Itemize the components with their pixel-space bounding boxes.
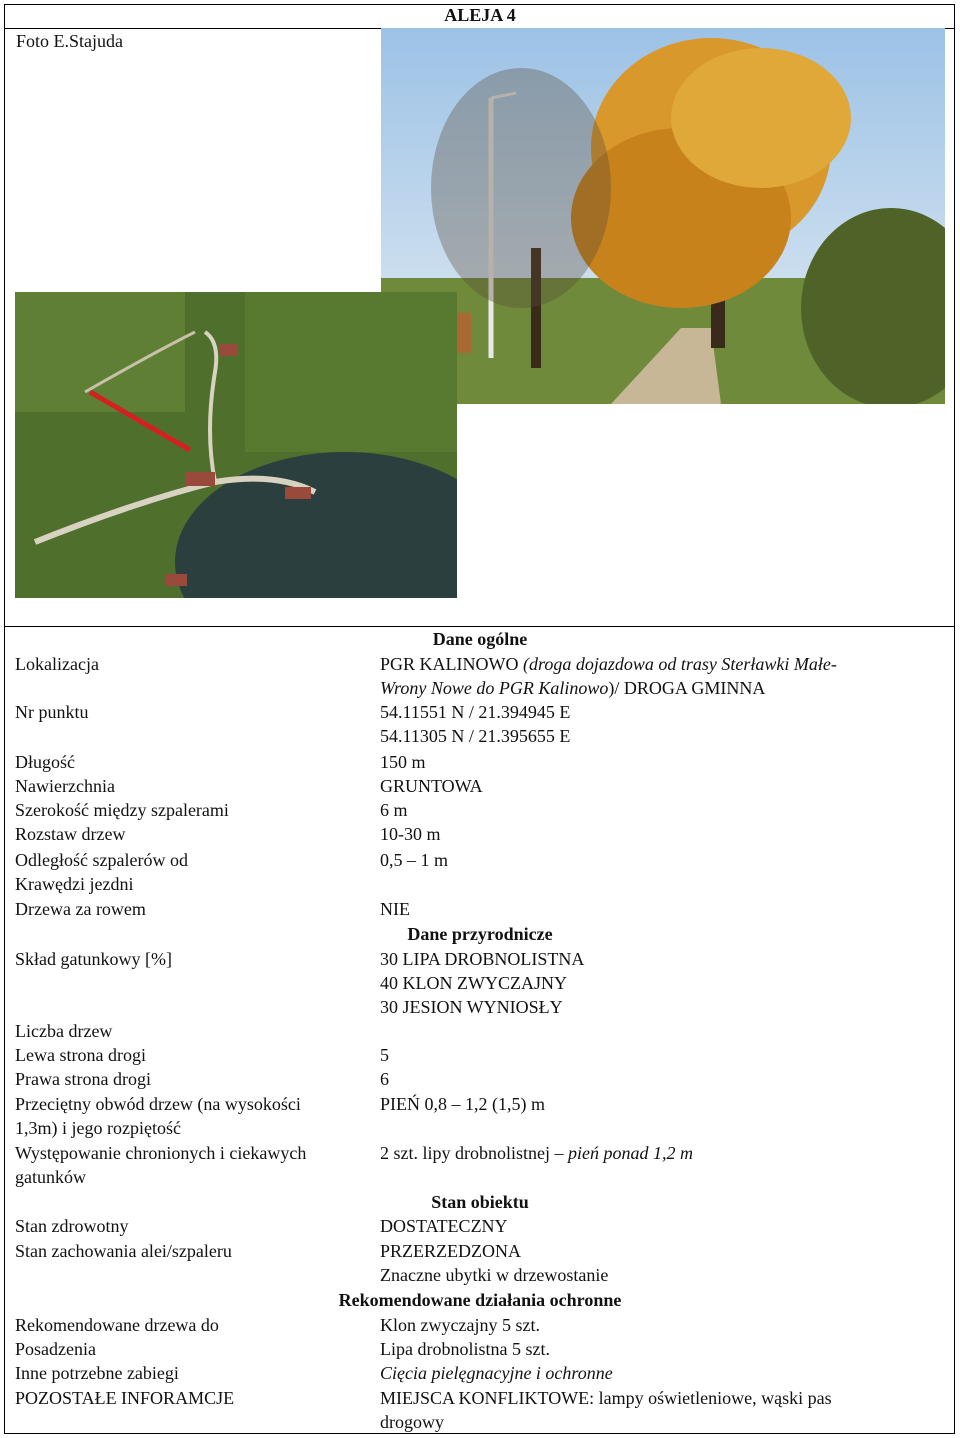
prawa-strona-label: Prawa strona drogi <box>15 1069 151 1089</box>
chronione-label-1: Występowanie chronionych i ciekawych <box>15 1143 307 1163</box>
obwod-label-2: 1,3m) i jego rozpiętość <box>15 1118 181 1138</box>
sklad-value-2: 40 KLON ZWYCZAJNY <box>380 973 567 993</box>
rozstaw-label: Rozstaw drzew <box>15 824 126 844</box>
lokalizacja-value: PGR KALINOWO (droga dojazdowa od trasy Sterławki Małe- <box>380 654 837 674</box>
stan-zachowania-label: Stan zachowania alei/szpaleru <box>15 1241 232 1261</box>
nr-punktu-label: Nr punktu <box>15 702 89 722</box>
photo-credit: Foto E.Stajuda <box>16 31 123 51</box>
sklad-label: Skład gatunkowy [%] <box>15 949 172 969</box>
pozostale-label: POZOSTAŁE INFORAMCJE <box>15 1388 235 1408</box>
page-title: ALEJA 4 <box>444 5 516 25</box>
obwod-value: PIEŃ 0,8 – 1,2 (1,5) m <box>380 1094 545 1114</box>
prawa-strona-value: 6 <box>380 1069 389 1089</box>
lokalizacja-label: Lokalizacja <box>15 654 99 674</box>
obwod-label-1: Przeciętny obwód drzew (na wysokości <box>15 1094 301 1114</box>
rekomendowane-drzewa-label-1: Rekomendowane drzewa do <box>15 1315 219 1335</box>
nawierzchnia-value: GRUNTOWA <box>380 776 483 796</box>
stan-zdrowotny-label: Stan zdrowotny <box>15 1216 129 1236</box>
aerial-map <box>15 292 457 598</box>
chronione-label-2: gatunków <box>15 1167 86 1187</box>
odleglosc-label-1: Odległość szpalerów od <box>15 850 188 870</box>
rozstaw-value: 10-30 m <box>380 824 441 844</box>
za-rowem-label: Drzewa za rowem <box>15 899 146 919</box>
lewa-strona-value: 5 <box>380 1045 389 1065</box>
chronione-value: 2 szt. lipy drobnolistnej – pień ponad 1,2 m <box>380 1143 693 1163</box>
pozostale-value-2: drogowy <box>380 1412 444 1432</box>
odleglosc-label-2: Krawędzi jezdni <box>15 874 134 894</box>
szerokosc-value: 6 m <box>380 800 408 820</box>
stan-zdrowotny-value: DOSTATECZNY <box>380 1216 508 1236</box>
rekomendowane-drzewa-label-2: Posadzenia <box>15 1339 96 1359</box>
dlugosc-label: Długość <box>15 752 75 772</box>
rekomendowane-drzewa-value-1: Klon zwyczajny 5 szt. <box>380 1315 540 1335</box>
stan-zachowania-value-2: Znaczne ubytki w drzewostanie <box>380 1265 609 1285</box>
za-rowem-value: NIE <box>380 899 410 919</box>
section-recommendations: Rekomendowane działania ochronne <box>338 1290 622 1310</box>
lokalizacja-value-cont: Wrony Nowe do PGR Kalinowo)/ DROGA GMINNA <box>380 678 766 698</box>
nr-punktu-value-2: 54.11305 N / 21.395655 E <box>380 726 571 746</box>
nr-punktu-value-1: 54.11551 N / 21.394945 E <box>380 702 571 722</box>
section-nature: Dane przyrodnicze <box>407 924 553 944</box>
section-general: Dane ogólne <box>432 629 528 649</box>
zabiegi-value: Cięcia pielęgnacyjne i ochronne <box>380 1363 613 1383</box>
stan-zachowania-value-1: PRZERZEDZONA <box>380 1241 521 1261</box>
odleglosc-value: 0,5 – 1 m <box>380 850 449 870</box>
szerokosc-label: Szerokość między szpalerami <box>15 800 229 820</box>
lewa-strona-label: Lewa strona drogi <box>15 1045 146 1065</box>
section-condition: Stan obiektu <box>431 1192 529 1212</box>
nawierzchnia-label: Nawierzchnia <box>15 776 115 796</box>
zabiegi-label: Inne potrzebne zabiegi <box>15 1363 179 1383</box>
rekomendowane-drzewa-value-2: Lipa drobnolistna 5 szt. <box>380 1339 550 1359</box>
sklad-value-1: 30 LIPA DROBNOLISTNA <box>380 949 585 969</box>
liczba-label: Liczba drzew <box>15 1021 113 1041</box>
sklad-value-3: 30 JESION WYNIOSŁY <box>380 997 563 1017</box>
pozostale-value-1: MIEJSCA KONFLIKTOWE: lampy oświetleniowe, wąski pas <box>380 1388 832 1408</box>
avenue-photo <box>381 28 945 404</box>
dlugosc-value: 150 m <box>380 752 426 772</box>
